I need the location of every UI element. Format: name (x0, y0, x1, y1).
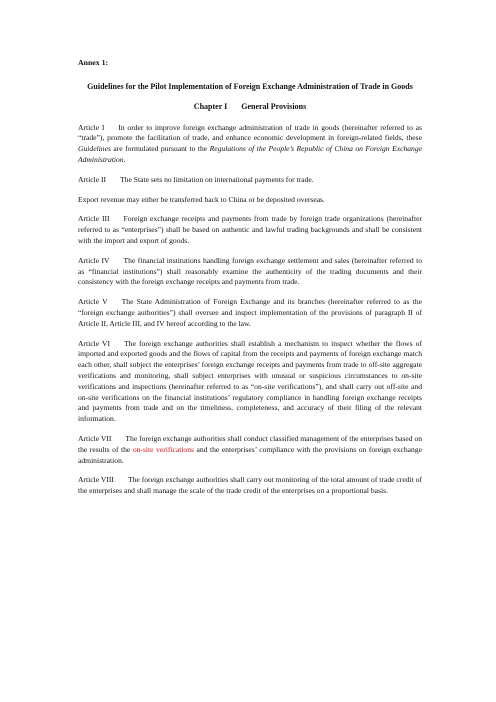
article-text: The foreign exchange authorities shall conduct classified management of the enterprises based on the results of the (78, 433, 422, 454)
article-label: Article VI (78, 338, 111, 348)
article-text: Foreign exchange receipts and payments from trade by foreign trade organizations (hereinafter referred to as “enterprises”) shall be based on authentic and lawful trading backgrounds and shall be consistent with the import and export of goods. (78, 214, 422, 245)
chapter-name: General Provisions (241, 101, 307, 111)
article-text: The foreign exchange authorities shall establish a mechanism to inspect whether the flows of imported and exported goods and the flows of capital from the receipts and payments of foreign exchange match each other, shall subject the enterprises’ foreign exchange receipts and payments from trade to off-site aggregate verifications and monitoring, shall subject enterprises with unusual or suspicious circumstances to on-site verifications and inspections (hereinafter referred to as “on-site verifications”), and shall carry out off-site and on-site verifications on the financial institutions’ regulatory compliance in handling foreign exchange receipts and payments from trade and on the timeliness, completeness, and accuracy of their filing of the relevant information. (78, 338, 423, 424)
article-6 (78, 339, 422, 425)
article-text: are formulated pursuant to the (110, 144, 210, 154)
article-italic-text: Guidelines (78, 144, 111, 154)
article-text: The foreign exchange authorities shall carry out monitoring of the total amount of trade credit of the enterprises and shall manage the scale of the trade credit of the enterprises on a proportional basis. (78, 475, 422, 496)
document-title: Guidelines for the Pilot Implementation of Foreign Exchange Administration of Trade in Goods (87, 81, 413, 91)
article-text: In order to improve foreign exchange administration of trade in goods (hereinafter referred to as “trade”), promote the facilitation of trade, and enhance economic development in foreign-related fields, these (78, 122, 422, 143)
article-4 (78, 256, 422, 288)
article-text: The financial institutions handling foreign exchange settlement and sales (hereinafter referred to as “financial institutions”) shall reasonably examine the authenticity of the trading documents and their consistency with the foreign exchange receipts and payments from trade. (78, 255, 422, 287)
article-text: The State Administration of Foreign Exchange and its branches (hereinafter referred to as the “foreign exchange authorities”) shall oversee and inspect implementation of the provisions of paragraph II of Article II, Article III, and IV hereof according to the law. (78, 297, 422, 328)
article-label: Article I (78, 122, 105, 132)
chapter-heading (78, 102, 422, 113)
annex-label: Annex 1: (78, 58, 109, 67)
article-text: . (123, 154, 126, 164)
highlighted-text: on-site verifications (132, 444, 194, 454)
article-label: Article II (78, 174, 107, 184)
article-8 (78, 475, 422, 497)
article-3 (78, 214, 422, 246)
article-label: Article IV (78, 255, 110, 265)
article-italic-text: Regulations of the People’s Republic of China on Foreign Exchange Administration (78, 144, 423, 164)
chapter-number: Chapter I (193, 101, 228, 111)
document-page (78, 58, 422, 506)
article-text: Export revenue may either be transferred back to China or be deposited overseas. (78, 194, 325, 204)
article-1 (78, 123, 422, 166)
article-7 (78, 434, 422, 466)
article-label: Article VII (78, 433, 112, 443)
article-label: Article III (78, 214, 110, 224)
article-text: and the enterprises’ compliance with the provisions on foreign exchange administration. (78, 444, 422, 465)
article-label: Article VIII (78, 475, 114, 485)
article-2 (78, 175, 422, 186)
article-5 (78, 297, 422, 329)
article-label: Article V (78, 297, 108, 307)
article-text: The State sets no limitation on international payments for trade. (120, 174, 314, 184)
article-2-paragraph-2 (78, 195, 422, 206)
